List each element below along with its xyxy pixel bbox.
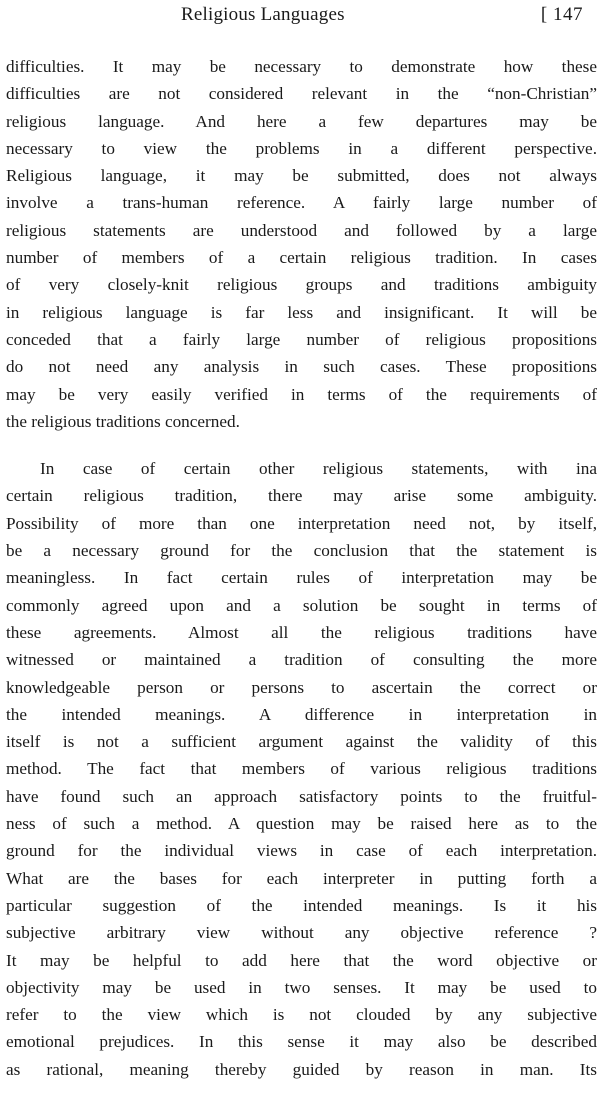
- text-line: refer to the view which is not clouded by any subjective: [6, 1005, 597, 1025]
- text-line: meaningless. In fact certain rules of interpretation may be: [6, 568, 597, 588]
- text-line: ness of such a method. A question may be raised here as to the: [6, 814, 597, 834]
- text-line: commonly agreed upon and a solution be sought in terms of: [6, 595, 597, 615]
- text-line: conceded that a fairly large number of religious propositions: [6, 329, 597, 349]
- text-line: objectivity may be used in two senses. It may be used to: [6, 977, 597, 997]
- text-line: involve a trans-human reference. A fairly large number of: [6, 193, 597, 213]
- running-header: [6, 0, 597, 34]
- text-line: as rational, meaning thereby guided by reason in man. Its: [6, 1059, 597, 1079]
- text-line: In case of certain other religious statements, with ina: [40, 459, 597, 479]
- text-line: religious statements are understood and followed by a large: [6, 220, 597, 240]
- text-line: of very closely-knit religious groups and traditions ambiguity: [6, 275, 597, 295]
- text-line: particular suggestion of the intended meanings. Is it his: [6, 895, 597, 915]
- text-line: method. The fact that members of various religious traditions: [6, 759, 597, 779]
- text-line: witnessed or maintained a tradition of consulting the more: [6, 650, 597, 670]
- text-line: may be very easily verified in terms of the requirements of: [6, 384, 597, 404]
- paragraph-2: [6, 455, 597, 1083]
- text-line: necessary to view the problems in a different perspective.: [6, 138, 597, 158]
- text-line: knowledgeable person or persons to ascertain the correct or: [6, 677, 597, 697]
- text-line: the religious traditions concerned.: [6, 411, 240, 431]
- running-title: Religious Languages: [181, 4, 345, 25]
- text-line: ground for the individual views in case of each interpretation.: [6, 841, 597, 861]
- text-line: these agreements. Almost all the religious traditions have: [6, 622, 597, 642]
- paragraph-1: [6, 53, 597, 435]
- text-line: in religious language is far less and insignificant. It will be: [6, 302, 597, 322]
- text-line: number of members of a certain religious tradition. In cases: [6, 248, 597, 268]
- text-line: difficulties. It may be necessary to demonstrate how these: [6, 57, 597, 76]
- text-line: Possibility of more than one interpretation need not, by itself,: [6, 513, 597, 533]
- text-line: do not need any analysis in such cases. These propositions: [6, 357, 597, 377]
- text-line: subjective arbitrary view without any objective reference ?: [6, 923, 597, 943]
- text-line: certain religious tradition, there may arise some ambiguity.: [6, 486, 597, 506]
- text-line: be a necessary ground for the conclusion that the statement is: [6, 541, 597, 561]
- text-line: difficulties are not considered relevant in the “non-Christian”: [6, 84, 597, 104]
- page-number: [ 147: [540, 4, 583, 25]
- text-line: It may be helpful to add here that the word objective or: [6, 950, 597, 970]
- text-line: emotional prejudices. In this sense it may also be described: [6, 1032, 597, 1052]
- text-line: Religious language, it may be submitted, does not always: [6, 166, 597, 186]
- text-line: religious language. And here a few departures may be: [6, 111, 597, 131]
- text-line: the intended meanings. A difference in interpretation in: [6, 704, 597, 724]
- text-line: itself is not a sufficient argument against the validity of this: [6, 732, 597, 752]
- text-line: What are the bases for each interpreter in putting forth a: [6, 868, 597, 888]
- text-line: have found such an approach satisfactory points to the fruitful-: [6, 786, 597, 806]
